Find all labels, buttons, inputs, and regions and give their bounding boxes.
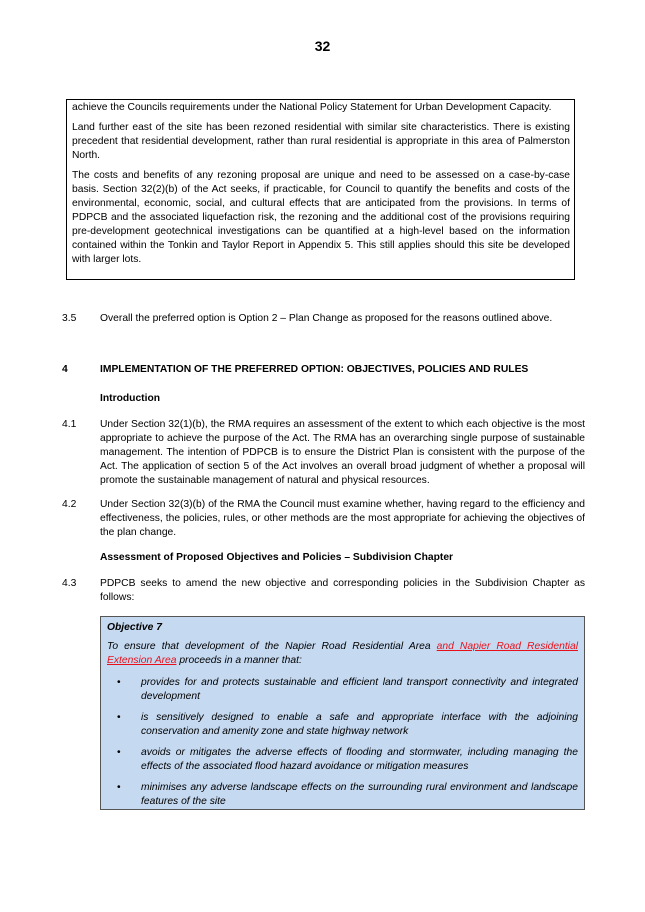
page-number: 32: [314, 38, 331, 54]
list-item-text: is sensitively designed to enable a safe and appropriate interface with the adjoining conservation and amenity zone and state highway network: [141, 712, 578, 737]
section-number: 4.1: [62, 419, 77, 430]
section-4-2: [62, 498, 585, 540]
section-number: 4.3: [62, 578, 77, 589]
section-number: 4: [62, 364, 68, 375]
objective-title: Objective 7: [107, 622, 162, 633]
assessment-heading: [62, 551, 585, 565]
section-number: 3.5: [62, 313, 77, 324]
inserted-text: and Napier Road Residential Extension Area: [107, 641, 578, 666]
box-paragraph-1: achieve the Councils requirements under the National Policy Statement for Urban Development Capacity.: [72, 102, 552, 113]
objective-list: [107, 676, 578, 809]
objective-intro: [107, 640, 578, 668]
section-heading-text: IMPLEMENTATION OF THE PREFERRED OPTION: OBJECTIVES, POLICIES AND RULES: [100, 364, 529, 375]
bullet-icon: •: [117, 747, 121, 758]
section-4-3: [62, 577, 585, 605]
introduction-heading-text: Introduction: [100, 393, 161, 404]
section-3-5: [62, 312, 585, 326]
section-text: Under Section 32(3)(b) of the RMA the Council must examine whether, having regard to the efficiency and effectiveness, the policies, rules, or other methods are the most appropriate for achieving the objectives of the plan change.: [100, 499, 585, 538]
bullet-icon: •: [117, 782, 121, 793]
assessment-heading-text: Assessment of Proposed Objectives and Policies – Subdivision Chapter: [100, 552, 454, 563]
list-item-text: provides for and protects sustainable and efficient land transport connectivity and integrated development: [141, 677, 578, 702]
introduction-heading: [62, 392, 585, 406]
bullet-icon: •: [117, 677, 121, 688]
list-item: [107, 781, 578, 809]
continued-text-box: [66, 99, 575, 280]
list-item-text: avoids or mitigates the adverse effects of flooding and stormwater, including managing the effects of the associated flood hazard avoidance or mitigation measures: [141, 747, 578, 772]
bullet-icon: •: [117, 712, 121, 723]
objective-intro-after: proceeds in a manner that:: [176, 655, 302, 666]
section-text: Under Section 32(1)(b), the RMA requires an assessment of the extent to which each objective is the most appropriate to achieve the purpose of the Act. The RMA has an overarching single purpose of sustainable management. The intention of PDPCB is to ensure the District Plan is consistent with the purpose of the Act. The application of section 5 of the Act involves an overall broad judgment of whether a proposal will promote the sustainable management of natural and physical resources.: [100, 419, 585, 486]
box-paragraph-2: Land further east of the site has been rezoned residential with similar site characteristics. There is existing precedent that residential development, rather than rural residential is appropriate in this area of Palmerston North.: [72, 122, 570, 161]
list-item: [107, 711, 578, 739]
objective-box: [100, 616, 585, 810]
box-paragraph-3: The costs and benefits of any rezoning proposal are unique and need to be assessed on a case-by-case basis. Section 32(2)(b) of the Act seeks, if practicable, for Council to quantify the benefits and costs of the environmental, economic, social, and cultural effects that are anticipated from the provisions. In terms of PDPCB and the associated liquefaction risk, the rezoning and the additional cost of the provisions requiring pre-development geotechnical investigations can be quantified at a high-level based on the information contained within the Tonkin and Taylor Report in Appendix 5. This still applies should this site be developed with larger lots.: [72, 170, 570, 265]
section-text: PDPCB seeks to amend the new objective and corresponding policies in the Subdivision Chapter as follows:: [100, 578, 585, 603]
section-text: Overall the preferred option is Option 2 – Plan Change as proposed for the reasons outlined above.: [100, 313, 553, 324]
section-4-1: [62, 418, 585, 488]
list-item: [107, 676, 578, 704]
objective-intro-before: To ensure that development of the Napier Road Residential Area: [107, 641, 437, 652]
section-4-heading: [62, 363, 585, 377]
list-item: [107, 746, 578, 774]
list-item-text: minimises any adverse landscape effects on the surrounding rural environment and landscape features of the site: [141, 782, 578, 807]
section-number: 4.2: [62, 499, 77, 510]
